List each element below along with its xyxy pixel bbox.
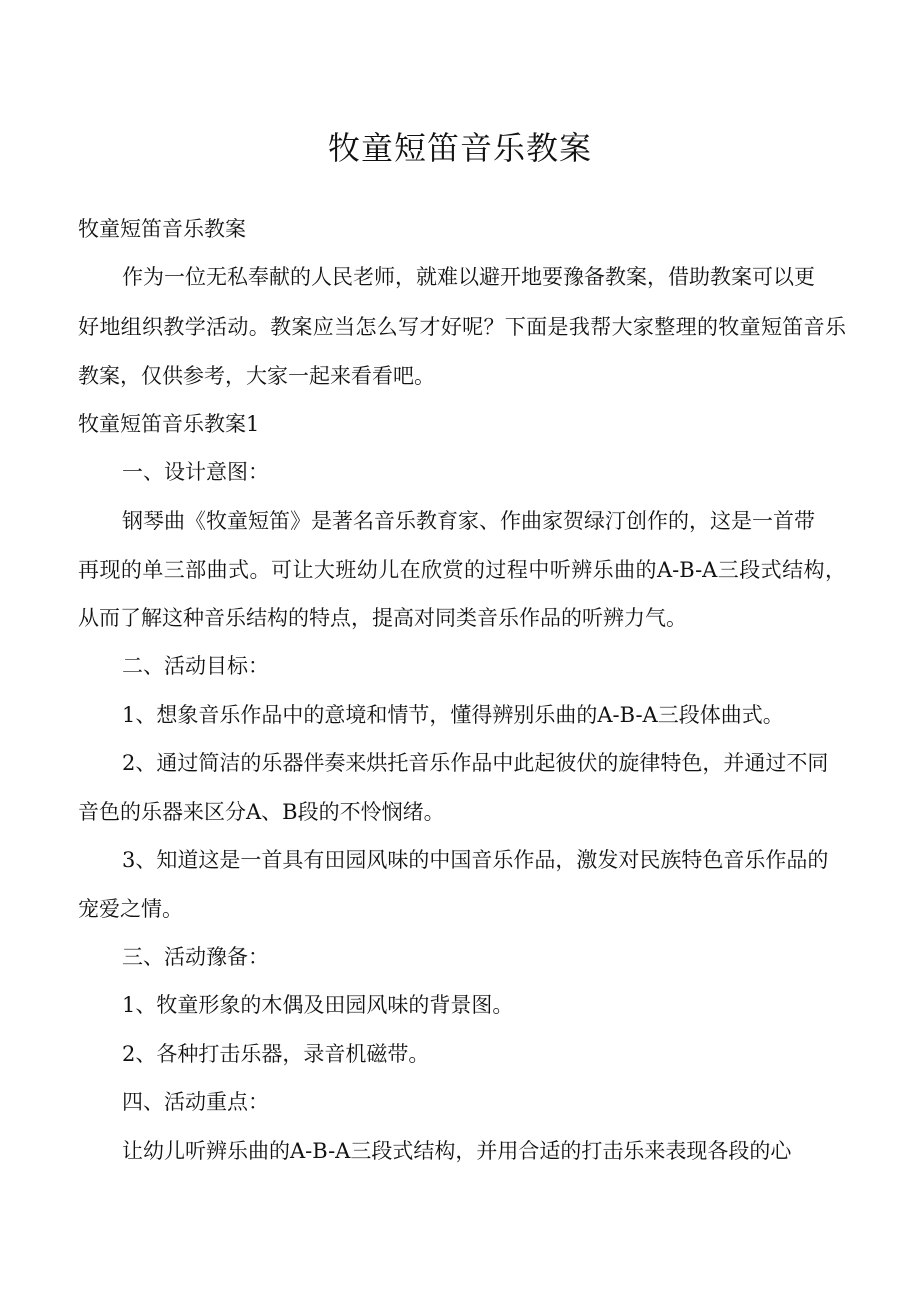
paragraph-line: 教案，仅供参考，大家一起来看看吧。 — [78, 364, 435, 388]
list-item: 1、想象音乐作品中的意境和情节，懂得辨别乐曲的A-B-A三段体曲式。 — [122, 703, 784, 727]
subsection-heading: 二、活动目标： — [122, 654, 269, 678]
document-title: 牧童短笛音乐教案 — [327, 129, 592, 167]
paragraph-line: 钢琴曲《牧童短笛》是著名音乐教育家、作曲家贺绿汀创作的，这是一首带 — [122, 509, 815, 533]
list-item: 2、各种打击乐器，录音机磁带。 — [122, 1042, 430, 1066]
paragraph-line: 好地组织教学活动。教案应当怎么写才好呢？下面是我帮大家整理的牧童短笛音乐 — [78, 315, 846, 339]
list-item: 1、牧童形象的木偶及田园风味的背景图。 — [122, 993, 514, 1017]
list-item-continued: 音色的乐器来区分A、B段的不怜悯绪。 — [78, 800, 445, 824]
section-heading: 牧童短笛音乐教案1 — [78, 412, 260, 436]
paragraph-line: 从而了解这种音乐结构的特点，提高对同类音乐作品的听辨力气。 — [78, 606, 687, 630]
list-item-continued: 宠爱之情。 — [78, 897, 183, 921]
list-item: 2、通过简洁的乐器伴奏来烘托音乐作品中此起彼伏的旋律特色，并通过不同 — [122, 751, 829, 775]
subsection-heading: 一、设计意图： — [122, 460, 269, 484]
subtitle: 牧童短笛音乐教案 — [78, 217, 246, 241]
paragraph-line: 让幼儿听辨乐曲的A-B-A三段式结构，并用合适的打击乐来表现各段的心 — [122, 1139, 792, 1163]
subsection-heading: 三、活动豫备： — [122, 945, 269, 969]
paragraph-line: 作为一位无私奉献的人民老师，就难以避开地要豫备教案，借助教案可以更 — [122, 265, 815, 289]
list-item: 3、知道这是一首具有田园风味的中国音乐作品，激发对民族特色音乐作品的 — [122, 848, 829, 872]
paragraph-line: 再现的单三部曲式。可让大班幼儿在欣赏的过程中听辨乐曲的A-B-A三段式结构， — [78, 558, 846, 582]
subsection-heading: 四、活动重点： — [122, 1090, 269, 1114]
